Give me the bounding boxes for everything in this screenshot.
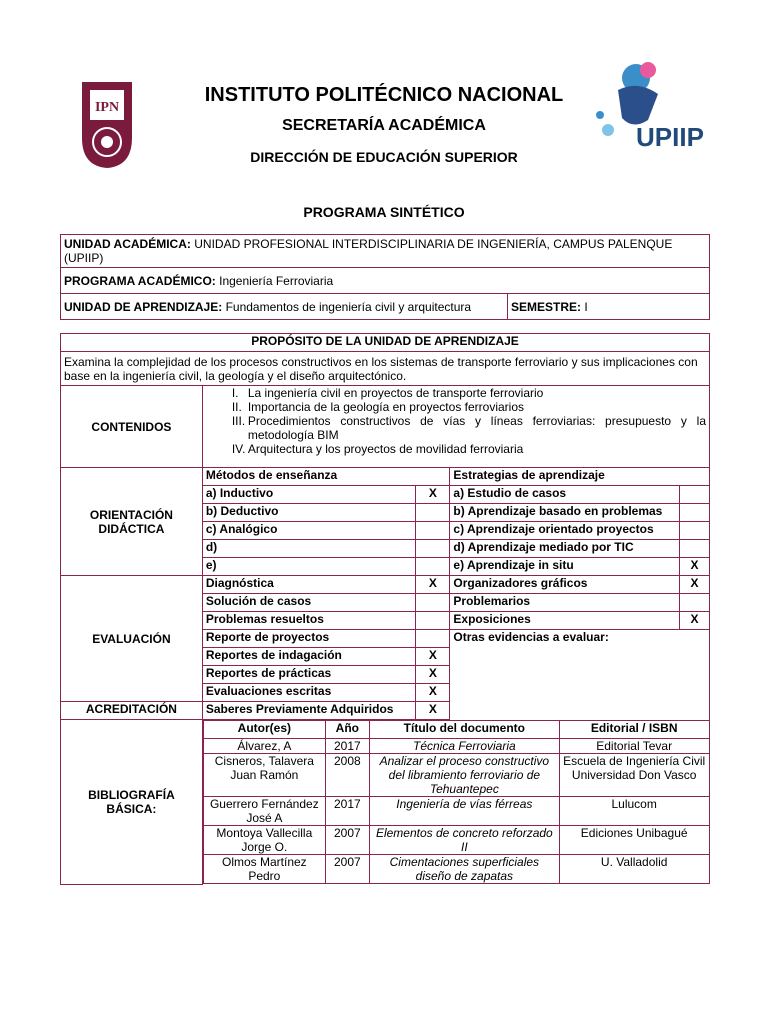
col-header-autor: Autor(es) bbox=[203, 721, 325, 739]
evidencia-item: Exposiciones bbox=[450, 612, 680, 630]
metodo-item: e) bbox=[202, 558, 416, 576]
biblio-titulo: Técnica Ferroviaria bbox=[369, 739, 559, 754]
proposito-title: PROPÓSITO DE LA UNIDAD DE APRENDIZAJE bbox=[61, 334, 710, 352]
evidencia-item: Problemarios bbox=[450, 594, 680, 612]
metodo-mark bbox=[416, 540, 450, 558]
biblio-autor: Álvarez, A bbox=[203, 739, 325, 754]
proposito-text: Examina la complejidad de los procesos constructivos en los sistemas de transporte ferroviario y sus implicaciones con base en la ingeniería civil, la geología y el diseño arquitectónico. bbox=[61, 352, 710, 386]
acreditacion-mark: X bbox=[416, 702, 450, 720]
unidad-academica-cell: UNIDAD ACADÉMICA: UNIDAD PROFESIONAL INTERDISCIPLINARIA DE INGENIERÍA, CAMPUS PALENQUE (UPIIP) bbox=[61, 235, 710, 268]
biblio-editorial: U. Valladolid bbox=[559, 855, 709, 884]
evaluacion-mark bbox=[416, 612, 450, 630]
programa-cell: PROGRAMA ACADÉMICO: Ingeniería Ferroviaria bbox=[61, 268, 710, 294]
col-header-titulo: Título del documento bbox=[369, 721, 559, 739]
evidencia-item: Organizadores gráficos bbox=[450, 576, 680, 594]
semestre-cell: SEMESTRE: I bbox=[508, 294, 710, 320]
evaluacion-item: Evaluaciones escritas bbox=[202, 684, 416, 702]
evaluacion-mark: X bbox=[416, 648, 450, 666]
metodo-mark bbox=[416, 504, 450, 522]
biblio-anio: 2017 bbox=[325, 797, 369, 826]
contenido-num: III. bbox=[231, 414, 246, 428]
biblio-titulo: Ingeniería de vías férreas bbox=[369, 797, 559, 826]
bibliografia-label: BIBLIOGRAFÍA BÁSICA: bbox=[61, 720, 203, 885]
unidad-aprendizaje-value: Fundamentos de ingeniería civil y arquitectura bbox=[225, 299, 472, 314]
orientacion-label: ORIENTACIÓN DIDÁCTICA bbox=[61, 468, 203, 576]
document-title: PROGRAMA SINTÉTICO bbox=[303, 204, 465, 220]
bibliografia-table bbox=[203, 720, 710, 884]
metodo-mark: X bbox=[416, 486, 450, 504]
estrategia-mark bbox=[680, 540, 710, 558]
unidad-aprendizaje-cell: UNIDAD DE APRENDIZAJE: Fundamentos de ingeniería civil y arquitectura bbox=[61, 294, 508, 320]
evidencia-mark bbox=[680, 594, 710, 612]
biblio-autor: Montoya Vallecilla Jorge O. bbox=[203, 826, 325, 855]
contenido-item: Procedimientos constructivos de vías y líneas ferroviarias: presupuesto y la metodología BIM bbox=[247, 414, 706, 442]
acreditacion-label: ACREDITACIÓN bbox=[61, 702, 203, 720]
contenidos-list bbox=[202, 386, 709, 468]
metodo-mark bbox=[416, 522, 450, 540]
direction-title: DIRECCIÓN DE EDUCACIÓN SUPERIOR bbox=[250, 149, 518, 165]
estrategia-mark bbox=[680, 504, 710, 522]
biblio-anio: 2008 bbox=[325, 754, 369, 797]
biblio-autor: Cisneros, Talavera Juan Ramón bbox=[203, 754, 325, 797]
evaluacion-item: Reporte de proyectos bbox=[202, 630, 416, 648]
contenido-item: La ingeniería civil en proyectos de transporte ferroviario bbox=[247, 386, 544, 400]
evaluacion-item: Reportes de prácticas bbox=[202, 666, 416, 684]
metodo-item: c) Analógico bbox=[202, 522, 416, 540]
estrategia-mark: X bbox=[680, 558, 710, 576]
contenidos-label: CONTENIDOS bbox=[61, 386, 203, 468]
estrategias-title: Estrategias de aprendizaje bbox=[450, 468, 710, 486]
evidencia-mark: X bbox=[680, 576, 710, 594]
institution-title: INSTITUTO POLITÉCNICO NACIONAL bbox=[204, 84, 564, 106]
evaluacion-item: Reportes de indagación bbox=[202, 648, 416, 666]
estrategia-item: c) Aprendizaje orientado proyectos bbox=[450, 522, 680, 540]
contenido-item: Arquitectura y los proyectos de movilidad ferroviaria bbox=[247, 442, 524, 456]
biblio-autor: Olmos Martínez Pedro bbox=[203, 855, 325, 884]
contenido-num: IV. bbox=[231, 442, 246, 456]
contenido-num: I. bbox=[231, 386, 239, 400]
ipn-logo-text: IPN bbox=[94, 100, 120, 115]
biblio-titulo: Analizar el proceso constructivo del libramiento ferroviario de Tehuantepec bbox=[369, 754, 559, 797]
evaluacion-item: Problemas resueltos bbox=[202, 612, 416, 630]
biblio-titulo: Cimentaciones superficiales diseño de zapatas bbox=[369, 855, 559, 884]
estrategia-item: e) Aprendizaje in situ bbox=[450, 558, 680, 576]
metodo-item: d) bbox=[202, 540, 416, 558]
biblio-anio: 2007 bbox=[325, 855, 369, 884]
metodo-item: b) Deductivo bbox=[202, 504, 416, 522]
estrategia-item: a) Estudio de casos bbox=[450, 486, 680, 504]
biblio-editorial: Ediciones Unibagué bbox=[559, 826, 709, 855]
evidencia-mark: X bbox=[680, 612, 710, 630]
contenido-item: Importancia de la geología en proyectos ferroviarios bbox=[247, 400, 524, 414]
evaluacion-mark bbox=[416, 630, 450, 648]
semestre-value: I bbox=[584, 299, 588, 314]
upiip-logo bbox=[588, 60, 708, 155]
evaluacion-mark bbox=[416, 594, 450, 612]
biblio-anio: 2007 bbox=[325, 826, 369, 855]
evaluacion-item: Solución de casos bbox=[202, 594, 416, 612]
evaluacion-item: Diagnóstica bbox=[202, 576, 416, 594]
biblio-anio: 2017 bbox=[325, 739, 369, 754]
contenido-num: II. bbox=[231, 400, 242, 414]
acreditacion-item: Saberes Previamente Adquiridos bbox=[202, 702, 416, 720]
estrategia-mark bbox=[680, 522, 710, 540]
col-header-anio: Año bbox=[325, 721, 369, 739]
estrategia-mark bbox=[680, 486, 710, 504]
programa-value: Ingeniería Ferroviaria bbox=[219, 273, 334, 288]
estrategia-item: b) Aprendizaje basado en problemas bbox=[450, 504, 680, 522]
metodos-title: Métodos de enseñanza bbox=[202, 468, 450, 486]
estrategia-item: d) Aprendizaje mediado por TIC bbox=[450, 540, 680, 558]
upiip-logo-text: UPIIP bbox=[636, 122, 704, 152]
biblio-editorial: Editorial Tevar bbox=[559, 739, 709, 754]
secretariat-title: SECRETARÍA ACADÉMICA bbox=[282, 117, 486, 134]
evaluacion-mark: X bbox=[416, 576, 450, 594]
biblio-editorial: Escuela de Ingeniería Civil Universidad Don Vasco bbox=[559, 754, 709, 797]
evaluacion-label: EVALUACIÓN bbox=[61, 576, 203, 702]
metodo-item: a) Inductivo bbox=[202, 486, 416, 504]
col-header-editorial: Editorial / ISBN bbox=[559, 721, 709, 739]
metodo-mark bbox=[416, 558, 450, 576]
evaluacion-mark: X bbox=[416, 666, 450, 684]
evaluacion-mark: X bbox=[416, 684, 450, 702]
biblio-autor: Guerrero Fernández José A bbox=[203, 797, 325, 826]
bibliografia-cell bbox=[202, 720, 709, 885]
unidad-academica-value: UNIDAD PROFESIONAL INTERDISCIPLINARIA DE INGENIERÍA, CAMPUS PALENQUE (UPIIP) bbox=[64, 237, 673, 265]
info-table bbox=[60, 234, 710, 320]
program-table bbox=[60, 333, 710, 885]
otras-evidencias: Otras evidencias a evaluar: bbox=[450, 630, 710, 720]
biblio-editorial: Lulucom bbox=[559, 797, 709, 826]
biblio-titulo: Elementos de concreto reforzado II bbox=[369, 826, 559, 855]
